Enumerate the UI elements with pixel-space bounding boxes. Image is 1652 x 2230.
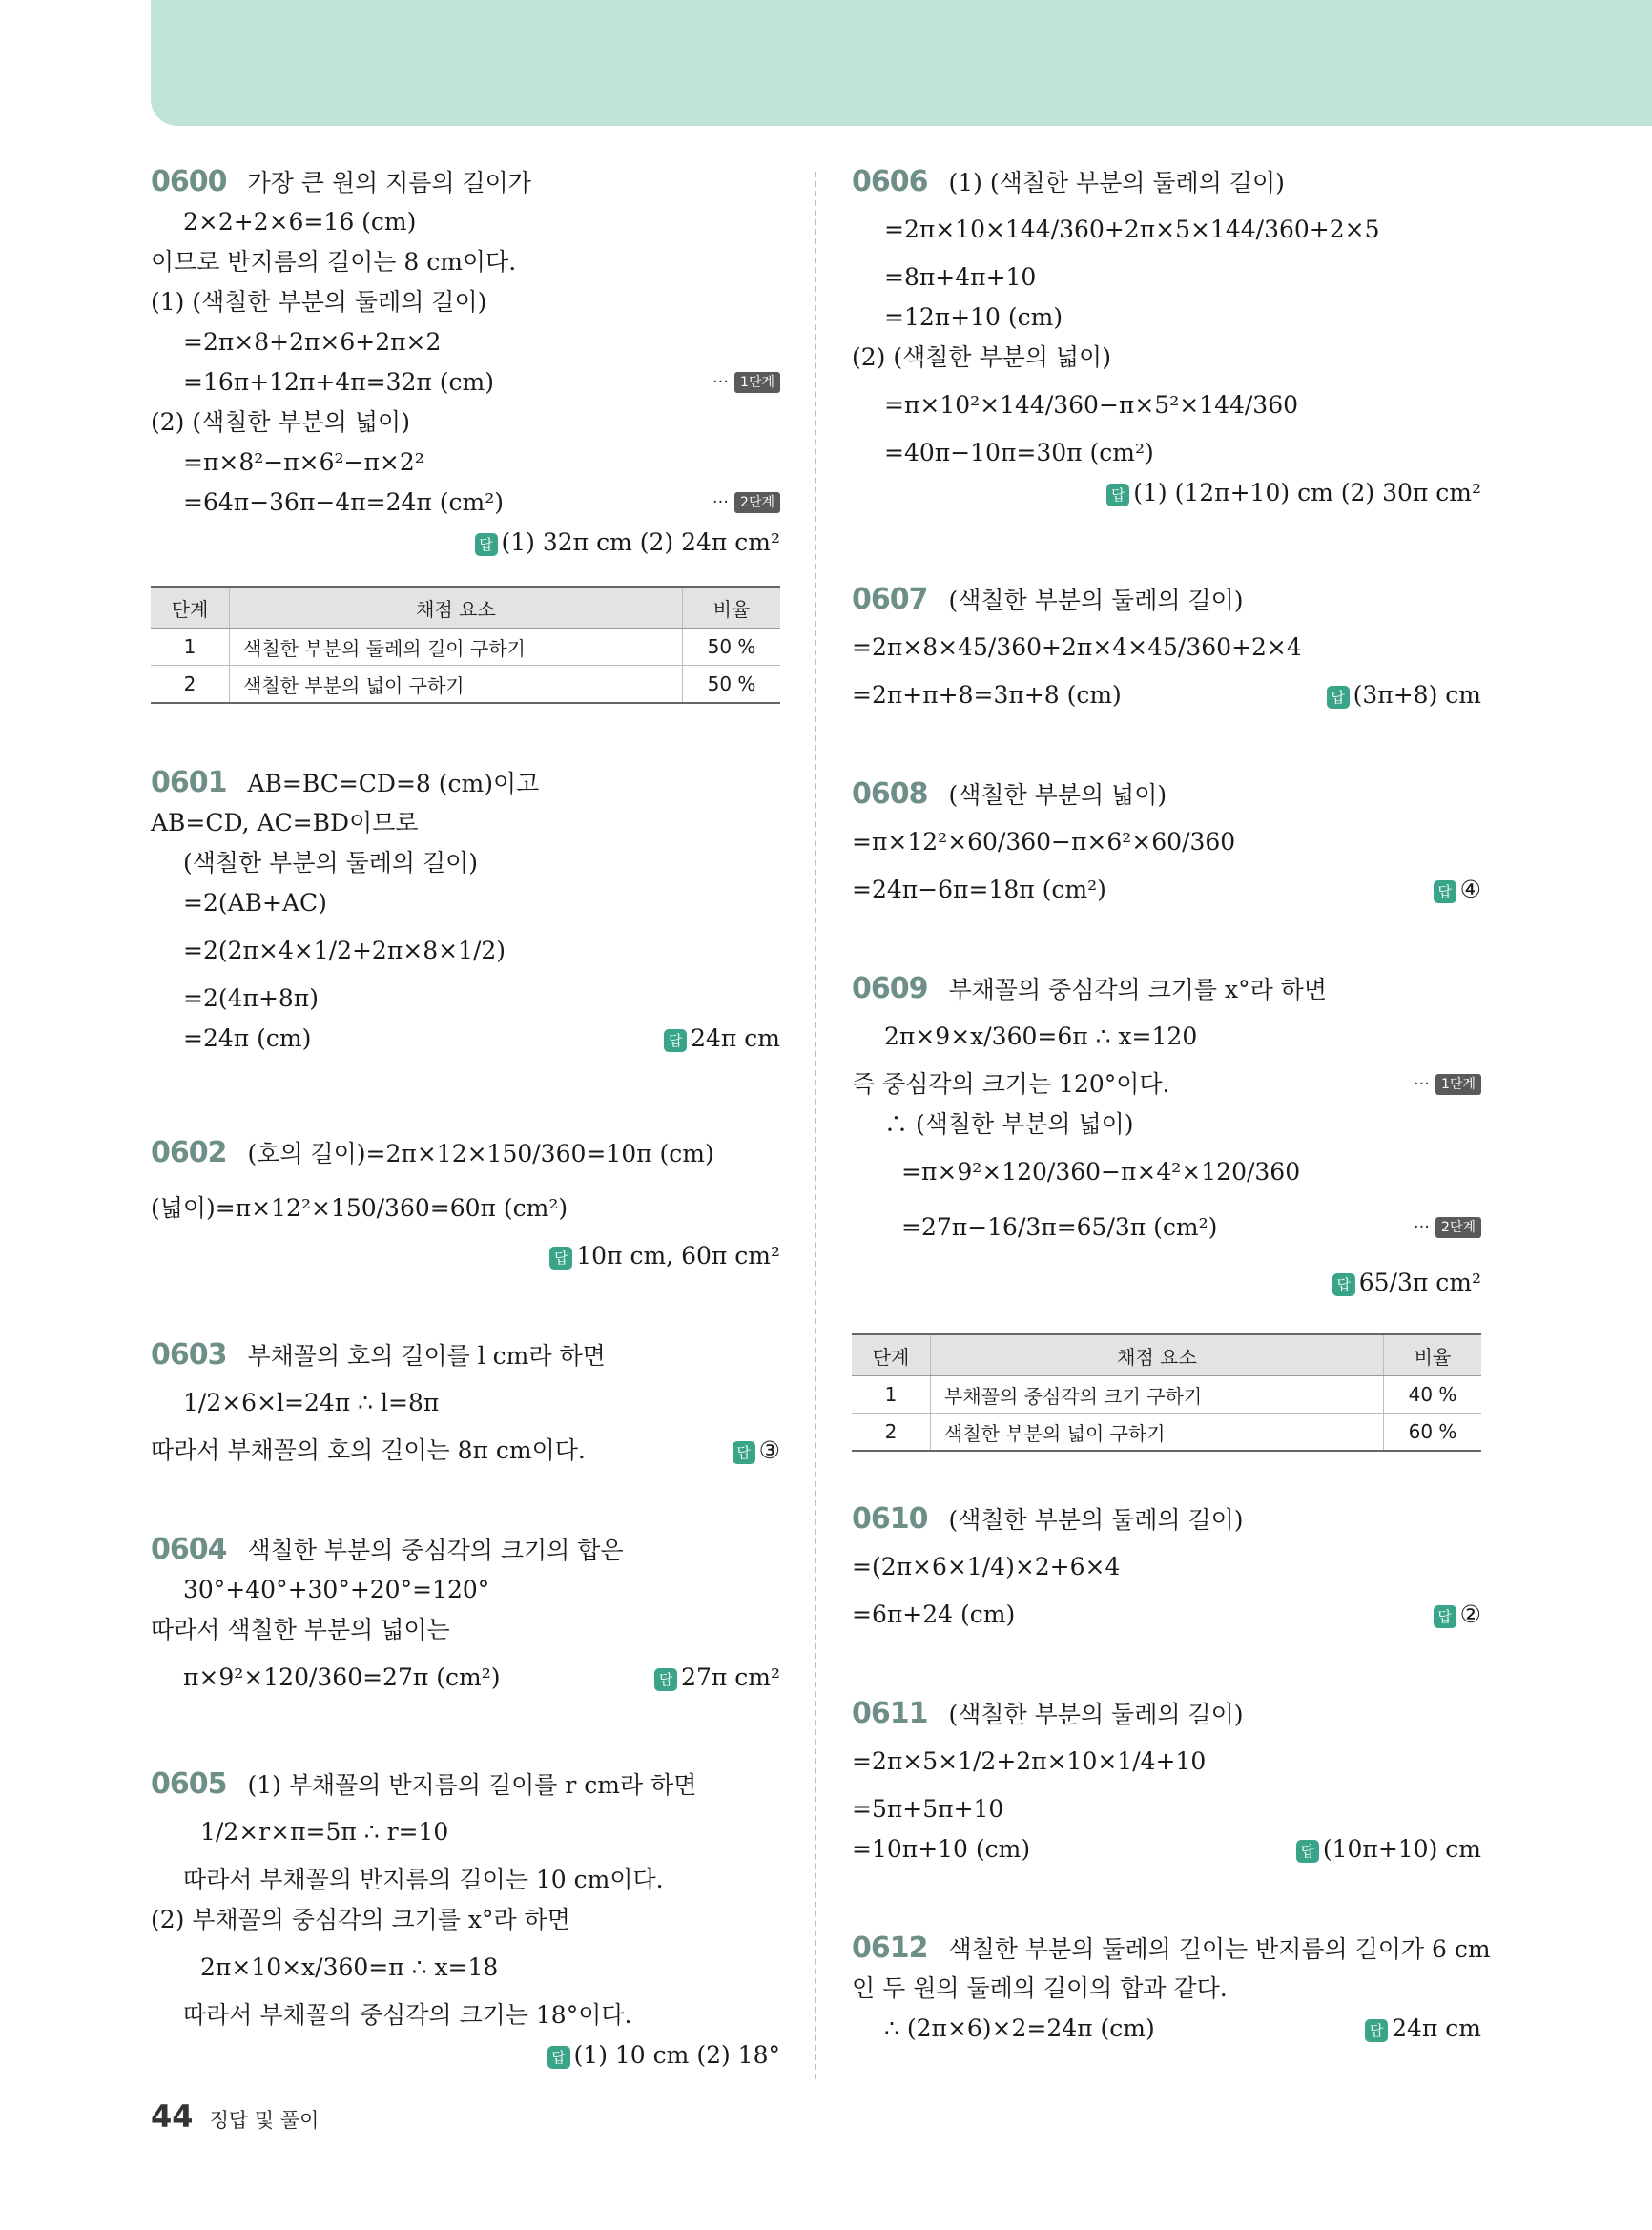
solution-line bbox=[852, 969, 1481, 1009]
table-cell: 60 % bbox=[1384, 1414, 1482, 1452]
answer-text: 65/3π cm² bbox=[1358, 1269, 1481, 1296]
line-text: 2π×10×x/360=π ∴ x=18 bbox=[200, 1953, 499, 1981]
line-text: (색칠한 부분의 둘레의 길이) bbox=[948, 1701, 1244, 1728]
line-text: (넓이)=π×12²×150/360=60π (cm²) bbox=[151, 1194, 568, 1222]
solution-line bbox=[852, 2009, 1481, 2049]
solution-line bbox=[852, 675, 1481, 715]
solution-line bbox=[151, 1431, 780, 1471]
solution-line bbox=[852, 580, 1481, 620]
answer bbox=[549, 1236, 780, 1276]
solution-line bbox=[151, 1900, 780, 1940]
problem-number: 0600 bbox=[151, 165, 227, 198]
solution-line bbox=[151, 1805, 780, 1860]
table-cell: 1 bbox=[852, 1376, 931, 1414]
solution-line bbox=[151, 1236, 780, 1276]
header-banner bbox=[151, 0, 1652, 126]
solution-line bbox=[151, 403, 780, 443]
problem-number: 0606 bbox=[852, 165, 928, 198]
line-text: =16π+12π+4π=32π (cm) bbox=[183, 368, 495, 396]
solution-line bbox=[852, 815, 1481, 870]
line-text: 1/2×6×l=24π ∴ l=8π bbox=[183, 1389, 440, 1416]
table-row bbox=[852, 1414, 1481, 1452]
solution-line bbox=[151, 843, 780, 883]
page-footer bbox=[151, 2098, 319, 2135]
answer-text: (1) 32π cm (2) 24π cm² bbox=[501, 528, 780, 556]
line-text: 따라서 부채꼴의 호의 길이는 8π cm이다. bbox=[151, 1436, 586, 1464]
line-text: =2π×8×45/360+2π×4×45/360+2×4 bbox=[852, 633, 1302, 661]
line-text: π×9²×120/360=27π (cm²) bbox=[183, 1663, 501, 1691]
line-text: 색칠한 부분의 중심각의 크기의 합은 bbox=[247, 1537, 624, 1564]
problem-0601 bbox=[151, 763, 780, 1059]
answer bbox=[547, 2035, 780, 2075]
solution-line bbox=[852, 1595, 1481, 1635]
solution-line bbox=[852, 258, 1481, 298]
solution-line bbox=[852, 1789, 1481, 1829]
line-text: =5π+5π+10 bbox=[852, 1795, 1004, 1823]
problem-0603 bbox=[151, 1335, 780, 1471]
line-text: =2(2π×4×1/2+2π×8×1/2) bbox=[183, 937, 506, 964]
line-text: =π×12²×60/360−π×6²×60/360 bbox=[852, 828, 1236, 856]
solution-line bbox=[151, 1019, 780, 1059]
solution-line bbox=[852, 433, 1481, 473]
solution-line bbox=[852, 298, 1481, 338]
solution-line bbox=[852, 1105, 1481, 1145]
line-text: =27π−16/3π=65/3π (cm²) bbox=[901, 1213, 1218, 1241]
answer-icon: 답 bbox=[1434, 1605, 1456, 1628]
line-text: =2π×8+2π×6+2π×2 bbox=[183, 328, 442, 356]
column-divider bbox=[815, 172, 816, 2079]
solution-line bbox=[151, 1570, 780, 1610]
line-text: 색칠한 부분의 둘레의 길이는 반지름의 길이가 6 cm bbox=[948, 1935, 1491, 1963]
line-text: =40π−10π=30π (cm²) bbox=[884, 439, 1154, 466]
solution-line bbox=[151, 1375, 780, 1431]
step-marker bbox=[712, 483, 780, 523]
solution-line bbox=[151, 923, 780, 979]
solution-line bbox=[852, 378, 1481, 433]
line-text: (2) 부채꼴의 중심각의 크기를 x°라 하면 bbox=[151, 1906, 570, 1933]
solution-line bbox=[852, 1969, 1481, 2009]
problem-0606 bbox=[852, 162, 1481, 513]
problem-0607 bbox=[852, 580, 1481, 715]
solution-line bbox=[852, 1064, 1481, 1105]
table-cell: 50 % bbox=[683, 629, 781, 666]
line-text: (호의 길이)=2π×12×150/360=10π (cm) bbox=[247, 1140, 714, 1167]
answer-icon: 답 bbox=[1332, 1273, 1355, 1296]
answer-icon: 답 bbox=[549, 1247, 572, 1270]
line-text: 이므로 반지름의 길이는 8 cm이다. bbox=[151, 248, 517, 276]
solution-line bbox=[151, 1610, 780, 1650]
scoring-table bbox=[852, 1333, 1481, 1452]
line-text: =π×8²−π×6²−π×2² bbox=[183, 448, 424, 476]
solution-line bbox=[151, 1765, 780, 1805]
solution-line bbox=[852, 774, 1481, 815]
answer bbox=[1434, 870, 1481, 910]
solution-line bbox=[151, 803, 780, 843]
line-text: 인 두 원의 둘레의 길이의 합과 같다. bbox=[852, 1974, 1228, 2002]
line-text: 부채꼴의 호의 길이를 l cm라 하면 bbox=[247, 1342, 606, 1370]
left-column bbox=[151, 162, 780, 2075]
solution-line bbox=[852, 162, 1481, 202]
problem-number: 0609 bbox=[852, 972, 928, 1005]
answer-icon: 답 bbox=[547, 2046, 570, 2069]
table-row bbox=[151, 629, 780, 666]
answer bbox=[475, 523, 780, 563]
solution-line bbox=[151, 242, 780, 282]
problem-number: 0611 bbox=[852, 1697, 928, 1730]
line-text: (2) (색칠한 부분의 넓이) bbox=[151, 408, 410, 436]
line-text: AB=BC=CD=8 (cm)이고 bbox=[247, 770, 540, 797]
solution-line bbox=[151, 1181, 780, 1236]
answer-text: (3π+8) cm bbox=[1353, 681, 1481, 709]
solution-line bbox=[151, 883, 780, 923]
solution-line bbox=[852, 620, 1481, 675]
problem-0600 bbox=[151, 162, 780, 563]
answer bbox=[654, 1650, 780, 1705]
solution-line bbox=[151, 322, 780, 362]
answer-text: (1) (12π+10) cm (2) 30π cm² bbox=[1133, 479, 1481, 506]
answer bbox=[733, 1431, 780, 1471]
line-text: =2π×10×144/360+2π×5×144/360+2×5 bbox=[884, 216, 1380, 243]
answer-icon: 답 bbox=[1327, 686, 1350, 709]
answer-icon: 답 bbox=[1106, 484, 1129, 506]
solution-line bbox=[151, 202, 780, 242]
problem-number: 0605 bbox=[151, 1767, 227, 1801]
line-text: 2×2+2×6=16 (cm) bbox=[183, 208, 417, 236]
solution-line bbox=[852, 202, 1481, 258]
step-dots: ··· bbox=[1413, 1217, 1431, 1237]
line-text: 가장 큰 원의 지름의 길이가 bbox=[247, 169, 531, 196]
table-header: 채점 요소 bbox=[230, 587, 683, 629]
step-dots: ··· bbox=[712, 372, 730, 392]
answer-text: (10π+10) cm bbox=[1322, 1835, 1481, 1863]
line-text: (색칠한 부분의 둘레의 길이) bbox=[183, 849, 478, 877]
solution-line bbox=[852, 1255, 1481, 1311]
table-cell: 색칠한 부분의 넓이 구하기 bbox=[931, 1414, 1384, 1452]
problem-0602 bbox=[151, 1125, 780, 1276]
table-header: 단계 bbox=[151, 587, 230, 629]
line-text: 30°+40°+30°+20°=120° bbox=[183, 1576, 490, 1603]
line-text: (2) (색칠한 부분의 넓이) bbox=[852, 343, 1111, 371]
line-text: =12π+10 (cm) bbox=[884, 303, 1063, 331]
problem-number: 0607 bbox=[852, 583, 928, 616]
solution-line bbox=[852, 1694, 1481, 1734]
problem-0610 bbox=[852, 1499, 1481, 1635]
table-header-row bbox=[151, 587, 780, 629]
solution-line bbox=[151, 362, 780, 403]
answer-text: 10π cm, 60π cm² bbox=[576, 1242, 780, 1270]
line-text: 2π×9×x/360=6π ∴ x=120 bbox=[884, 1022, 1198, 1050]
answer-icon: 답 bbox=[1296, 1840, 1319, 1863]
answer bbox=[664, 1019, 780, 1059]
line-text: 따라서 부채꼴의 반지름의 길이는 10 cm이다. bbox=[183, 1866, 664, 1893]
line-text: =24π (cm) bbox=[183, 1024, 312, 1052]
step-badge: 1단계 bbox=[1435, 1074, 1481, 1095]
step-dots: ··· bbox=[1413, 1074, 1431, 1094]
page-number: 44 bbox=[151, 2098, 194, 2135]
table-cell: 부채꼴의 중심각의 크기 구하기 bbox=[931, 1376, 1384, 1414]
problem-0611 bbox=[852, 1694, 1481, 1869]
line-text: (1) (색칠한 부분의 둘레의 길이) bbox=[948, 169, 1285, 196]
answer-icon: 답 bbox=[654, 1668, 677, 1691]
line-text: =10π+10 (cm) bbox=[852, 1835, 1031, 1863]
answer-text: 24π cm bbox=[1392, 2014, 1481, 2042]
answer-icon: 답 bbox=[1365, 2019, 1388, 2042]
solution-line bbox=[852, 338, 1481, 378]
solution-line bbox=[852, 1929, 1491, 1969]
line-text: (색칠한 부분의 둘레의 길이) bbox=[948, 587, 1244, 614]
solution-line bbox=[151, 1860, 780, 1900]
table-cell: 50 % bbox=[683, 666, 781, 704]
line-text: 1/2×r×π=5π ∴ r=10 bbox=[200, 1818, 449, 1846]
problem-0605 bbox=[151, 1765, 780, 2075]
answer bbox=[1106, 473, 1481, 513]
line-text: =π×10²×144/360−π×5²×144/360 bbox=[884, 391, 1299, 419]
answer bbox=[1434, 1595, 1481, 1635]
right-column bbox=[852, 162, 1491, 2049]
step-marker bbox=[1414, 1200, 1481, 1255]
table-cell: 색칠한 부분의 둘레의 길이 구하기 bbox=[230, 629, 683, 666]
line-text: =6π+24 (cm) bbox=[852, 1600, 1016, 1628]
line-text: (1) (색칠한 부분의 둘레의 길이) bbox=[151, 288, 487, 316]
answer-text: ④ bbox=[1459, 876, 1481, 903]
line-text: ∴ (색칠한 부분의 넓이) bbox=[884, 1110, 1134, 1138]
solution-line bbox=[151, 1995, 780, 2035]
answer-icon: 답 bbox=[733, 1441, 755, 1464]
problem-0604 bbox=[151, 1530, 780, 1705]
answer bbox=[1332, 1255, 1481, 1311]
table-row bbox=[852, 1376, 1481, 1414]
line-text: =64π−36π−4π=24π (cm²) bbox=[183, 488, 505, 516]
table-row bbox=[151, 666, 780, 704]
problem-0608 bbox=[852, 774, 1481, 910]
problem-number: 0610 bbox=[852, 1502, 928, 1536]
solution-line bbox=[151, 2035, 780, 2075]
answer-text: 24π cm bbox=[691, 1024, 780, 1052]
line-text: 따라서 부채꼴의 중심각의 크기는 18°이다. bbox=[183, 2001, 632, 2029]
problem-number: 0602 bbox=[151, 1136, 227, 1169]
answer-text: ② bbox=[1459, 1600, 1481, 1628]
solution-line bbox=[852, 1829, 1481, 1869]
answer-icon: 답 bbox=[664, 1029, 687, 1052]
table-header: 비율 bbox=[1384, 1334, 1482, 1376]
line-text: =2π+π+8=3π+8 (cm) bbox=[852, 681, 1122, 709]
line-text: 즉 중심각의 크기는 120°이다. bbox=[852, 1070, 1170, 1098]
answer-text: (1) 10 cm (2) 18° bbox=[573, 2041, 780, 2069]
line-text: (색칠한 부분의 둘레의 길이) bbox=[948, 1506, 1244, 1534]
table-cell: 2 bbox=[151, 666, 230, 704]
solution-line bbox=[151, 1125, 780, 1181]
line-text: =π×9²×120/360−π×4²×120/360 bbox=[901, 1158, 1301, 1186]
page-title: 정답 및 풀이 bbox=[209, 2109, 320, 2132]
table-header: 단계 bbox=[852, 1334, 931, 1376]
step-badge: 1단계 bbox=[734, 372, 780, 393]
problem-number: 0612 bbox=[852, 1931, 928, 1965]
problem-number: 0603 bbox=[151, 1338, 227, 1372]
line-text: =8π+4π+10 bbox=[884, 263, 1037, 291]
answer bbox=[1296, 1829, 1481, 1869]
solution-line bbox=[852, 1734, 1481, 1789]
solution-line bbox=[151, 1940, 780, 1995]
line-text: =(2π×6×1/4)×2+6×4 bbox=[852, 1553, 1121, 1580]
step-badge: 2단계 bbox=[1435, 1217, 1481, 1238]
solution-line bbox=[852, 1145, 1481, 1200]
table-cell: 색칠한 부분의 넓이 구하기 bbox=[230, 666, 683, 704]
table-cell: 2 bbox=[852, 1414, 931, 1452]
problem-number: 0601 bbox=[151, 766, 227, 799]
solution-line bbox=[852, 1499, 1481, 1539]
solution-line bbox=[151, 162, 780, 202]
answer-icon: 답 bbox=[475, 533, 498, 556]
scoring-table bbox=[151, 586, 780, 704]
solution-line bbox=[151, 1530, 780, 1570]
step-marker bbox=[1414, 1064, 1481, 1105]
solution-line bbox=[151, 483, 780, 523]
line-text: 부채꼴의 중심각의 크기를 x°라 하면 bbox=[948, 976, 1327, 1003]
solution-line bbox=[151, 523, 780, 563]
line-text: =2(AB+AC) bbox=[183, 889, 327, 917]
step-badge: 2단계 bbox=[734, 492, 780, 513]
answer bbox=[1365, 2009, 1481, 2049]
answer-text: 27π cm² bbox=[681, 1663, 780, 1691]
solution-line bbox=[151, 1335, 780, 1375]
solution-line bbox=[852, 1539, 1481, 1595]
line-text: (색칠한 부분의 넓이) bbox=[948, 781, 1167, 809]
table-cell: 1 bbox=[151, 629, 230, 666]
line-text: 따라서 색칠한 부분의 넓이는 bbox=[151, 1616, 450, 1643]
line-text: =2π×5×1/2+2π×10×1/4+10 bbox=[852, 1747, 1207, 1775]
line-text: =2(4π+8π) bbox=[183, 984, 319, 1012]
problem-0612 bbox=[852, 1929, 1491, 2049]
solution-line bbox=[151, 282, 780, 322]
problem-number: 0604 bbox=[151, 1533, 227, 1566]
table-wrap bbox=[852, 1333, 1481, 1452]
step-marker bbox=[712, 362, 780, 403]
step-dots: ··· bbox=[712, 492, 730, 512]
solution-line bbox=[151, 979, 780, 1019]
answer-icon: 답 bbox=[1434, 880, 1456, 903]
table-cell: 40 % bbox=[1384, 1376, 1482, 1414]
solution-line bbox=[852, 870, 1481, 910]
solution-line bbox=[151, 763, 780, 803]
line-text: AB=CD, AC=BD이므로 bbox=[151, 809, 419, 836]
line-text: (1) 부채꼴의 반지름의 길이를 r cm라 하면 bbox=[247, 1771, 697, 1799]
table-wrap bbox=[151, 586, 780, 704]
table-header: 비율 bbox=[683, 587, 781, 629]
solution-line bbox=[151, 443, 780, 483]
line-text: ∴ (2π×6)×2=24π (cm) bbox=[884, 2014, 1155, 2042]
table-header: 채점 요소 bbox=[931, 1334, 1384, 1376]
line-text: =24π−6π=18π (cm²) bbox=[852, 876, 1106, 903]
problem-0609 bbox=[852, 969, 1481, 1311]
solution-line bbox=[151, 1650, 780, 1705]
solution-line bbox=[852, 473, 1481, 513]
solution-line bbox=[852, 1200, 1481, 1255]
answer-text: ③ bbox=[758, 1436, 780, 1464]
problem-number: 0608 bbox=[852, 777, 928, 811]
table-header-row bbox=[852, 1334, 1481, 1376]
solution-line bbox=[852, 1009, 1481, 1064]
answer bbox=[1327, 675, 1481, 715]
